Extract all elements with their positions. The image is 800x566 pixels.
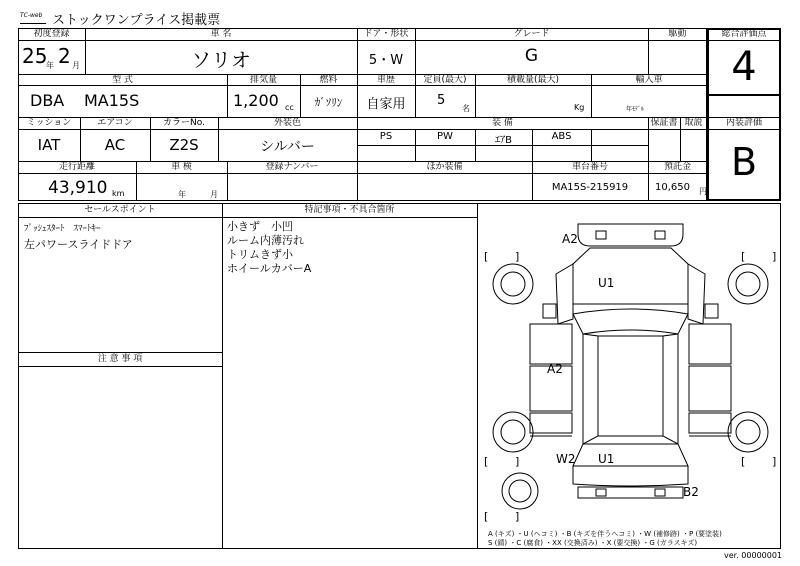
interior-label: 内装評価 (725, 118, 762, 128)
damage-mark-a2-front: A2 (562, 232, 578, 246)
bracket-rear-left-close: ] (515, 455, 520, 468)
list-item: ホイールカバーA (227, 262, 312, 275)
inspection-year-unit: 年 (178, 190, 186, 199)
list-item: ルーム内薄汚れ (227, 234, 304, 247)
inspection-label: 車 検 (171, 162, 192, 172)
equipment-airbag: ｴｱB (495, 135, 512, 146)
aircon-value: AC (104, 136, 126, 154)
damage-mark-u1-hood: U1 (598, 276, 615, 290)
reg-month: 2 (58, 44, 71, 68)
plate-label: 登録ナンバー (265, 162, 319, 172)
bracket-front-left-open: [ (484, 250, 489, 263)
model-value: MA15S (84, 91, 140, 110)
bracket-spare-close: ] (515, 510, 520, 523)
grade-label: グレード (513, 29, 550, 39)
displacement-value: 1,200 (233, 91, 279, 110)
chassis-value: MA15S-215919 (551, 182, 629, 193)
bracket-rear-right-open: [ (741, 455, 746, 468)
drive-label: 駆動 (668, 29, 687, 39)
equipment-abs: ABS (551, 131, 572, 142)
usage-value: 自家用 (366, 97, 406, 112)
inspection-month-unit: 月 (210, 190, 218, 199)
aircon-label: エアコン (97, 118, 133, 128)
price-value: 10,650 (655, 182, 690, 193)
list-item: 小きず 小凹 (227, 220, 293, 233)
import-label: 輸入車 (635, 75, 663, 85)
fuel-value: ｶﾞｿﾘﾝ (314, 96, 343, 109)
bracket-rear-left-open: [ (484, 455, 489, 468)
damage-mark-w2: W2 (556, 452, 576, 466)
cc-unit: cc (285, 103, 294, 112)
load-label: 積載量(最大) (506, 75, 560, 85)
import-note: 年ﾓﾃﾞﾙ (626, 106, 645, 113)
bracket-rear-right-close: ] (772, 455, 777, 468)
model-prefix: DBA (30, 91, 65, 110)
damage-mark-b2: B2 (683, 485, 699, 499)
bracket-front-right-close: ] (772, 250, 777, 263)
reg-year-unit: 年 (46, 61, 54, 70)
other-eq-label: ほか装備 (426, 162, 463, 172)
mileage-value: 43,910 (48, 178, 108, 198)
km-unit: km (112, 189, 125, 198)
logo-mark-icon (20, 19, 46, 24)
bracket-front-right-open: [ (741, 250, 746, 263)
overall-score: 4 (731, 44, 757, 90)
displacement-label: 排気量 (249, 75, 277, 85)
color-no-value: Z2S (169, 136, 199, 154)
sales-point-list (24, 222, 133, 252)
color-no-label: カラーNo. (163, 118, 205, 128)
load-unit: Kg (574, 103, 585, 112)
door-shape-label: ドア・形状 (363, 29, 409, 39)
car-diagram (478, 204, 780, 529)
list-item: 左パワースライドドア (24, 238, 133, 251)
list-item: トリムきず小 (227, 248, 293, 261)
ext-color-value: シルバー (260, 139, 315, 155)
notes-list (227, 220, 311, 276)
reg-month-unit: 月 (72, 61, 80, 70)
yen-unit: 円 (699, 187, 707, 196)
logo: TC-web (20, 12, 43, 19)
interior-score: B (730, 140, 758, 184)
version-label: ver. 00000001 (724, 551, 783, 560)
capacity-value: 5 (437, 93, 446, 108)
mission-label: ミッション (26, 118, 72, 128)
capacity-label: 定員(最大) (423, 75, 467, 85)
model-label: 型 式 (112, 75, 133, 85)
chassis-label: 車台番号 (571, 162, 608, 172)
damage-mark-u1-rear: U1 (598, 452, 615, 466)
sales-point-title: セールスポイント (84, 205, 156, 215)
price-label: 預託金 (663, 162, 691, 172)
door-shape-value: 5・W (368, 53, 404, 68)
mileage-label: 走行距離 (58, 162, 95, 172)
ext-color-label: 外装色 (273, 118, 301, 128)
list-item: ﾌﾟｯｼｭｽﾀｰﾄ ｽﾏｰﾄｷｰ (24, 224, 101, 234)
manual-label: 取説 (684, 118, 703, 128)
mission-value: IAT (37, 136, 61, 154)
first-reg-label: 初度登録 (33, 29, 70, 39)
bracket-spare-open: [ (484, 510, 489, 523)
caution-title: 注 意 事 項 (97, 354, 143, 364)
notes-title: 特記事項・不具合箇所 (304, 205, 395, 215)
page-title: ストックワンプライス掲載票 (52, 13, 221, 28)
grade-value: G (524, 46, 539, 66)
overall-label: 総合評価点 (721, 29, 767, 39)
equipment-ps: PS (379, 131, 393, 142)
usage-label: 車歴 (376, 75, 395, 85)
car-name-label: 車 名 (210, 29, 232, 39)
damage-mark-a2-side: A2 (547, 362, 563, 376)
equipment-pw: PW (437, 131, 453, 142)
equipment-label: 装 備 (492, 118, 513, 128)
reg-year: 25 (22, 44, 48, 68)
capacity-unit: 名 (462, 104, 470, 113)
fuel-label: 燃料 (319, 75, 338, 85)
legend-line-1: A (キズ) ・U (ヘコミ) ・B (キズを伴うヘコミ) ・W (補修跡) ・P (要塗装) (488, 530, 722, 538)
bracket-front-left-close: ] (515, 250, 520, 263)
car-name-value: ソリオ (191, 48, 251, 72)
legend-line-2: S (錆) ・C (腐食) ・XX (交換済み) ・X (要交換) ・G (ガラスキズ) (488, 539, 698, 547)
warranty-label: 保証書 (650, 118, 678, 128)
